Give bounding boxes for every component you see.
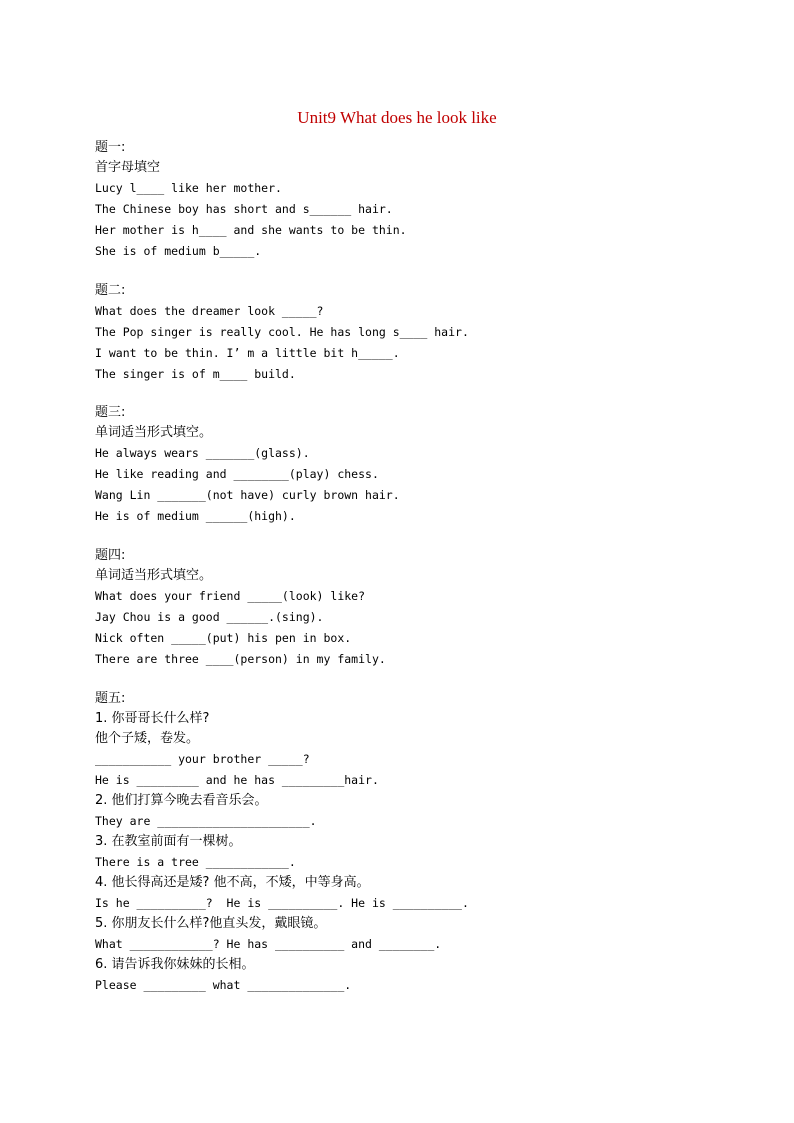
section-instruction: 首字母填空 xyxy=(95,160,161,175)
exercise-line: There are three ____(person) in my family. xyxy=(95,652,386,666)
translation-line: Please _________ what ______________. xyxy=(95,978,352,992)
translation-line: Is he __________? He is __________. He is __________. xyxy=(95,896,469,910)
exercise-line: Wang Lin _______(not have) curly brown hair. xyxy=(95,488,400,502)
exercise-line: The Pop singer is really cool. He has long s____ hair. xyxy=(95,325,469,339)
translation-line: They are ______________________. xyxy=(95,814,317,828)
exercise-line: Her mother is h____ and she wants to be thin. xyxy=(95,223,407,237)
translation-prompt: 1. 你哥哥长什么样? xyxy=(95,711,210,726)
section-3 xyxy=(95,403,735,527)
exercise-line: The Chinese boy has short and s______ hair. xyxy=(95,202,393,216)
section-heading: 题二: xyxy=(95,283,126,298)
exercise-line: The singer is of m____ build. xyxy=(95,367,296,381)
exercise-line: What does the dreamer look _____? xyxy=(95,304,324,318)
section-4 xyxy=(95,546,735,670)
translation-prompt: 2. 他们打算今晚去看音乐会。 xyxy=(95,793,268,808)
exercise-line: Nick often _____(put) his pen in box. xyxy=(95,631,352,645)
translation-prompt: 3. 在教室前面有一棵树。 xyxy=(95,834,242,849)
translation-prompt: 他个子矮，卷发。 xyxy=(95,731,200,746)
exercise-line: He always wears _______(glass). xyxy=(95,446,310,460)
exercise-line: She is of medium b_____. xyxy=(95,244,262,258)
section-instruction: 单词适当形式填空。 xyxy=(95,568,213,583)
section-1 xyxy=(95,138,735,262)
exercise-line: What does your friend _____(look) like? xyxy=(95,589,366,603)
translation-line: ___________ your brother _____? xyxy=(95,752,310,766)
translation-prompt: 5. 你朋友长什么样?他直头发，戴眼镜。 xyxy=(95,916,327,931)
translation-line: There is a tree ____________. xyxy=(95,855,296,869)
exercise-line: He is of medium ______(high). xyxy=(95,509,296,523)
translation-line: What ____________? He has __________ and ________. xyxy=(95,937,442,951)
exercise-line: I want to be thin. I’ m a little bit h_____. xyxy=(95,346,400,360)
page-title: Unit9 What does he look like xyxy=(297,108,497,127)
translation-line: He is _________ and he has _________hair. xyxy=(95,773,379,787)
translation-prompt: 4. 他长得高还是矮? 他不高，不矮，中等身高。 xyxy=(95,875,370,890)
exercise-line: Lucy l____ like her mother. xyxy=(95,181,282,195)
section-heading: 题三: xyxy=(95,405,126,420)
section-5 xyxy=(95,689,735,996)
section-instruction: 单词适当形式填空。 xyxy=(95,425,213,440)
section-heading: 题五: xyxy=(95,691,126,706)
translation-prompt: 6. 请告诉我你妹妹的长相。 xyxy=(95,957,255,972)
exercise-line: Jay Chou is a good ______.(sing). xyxy=(95,610,324,624)
section-2 xyxy=(95,281,735,385)
section-heading: 题四: xyxy=(95,548,126,563)
section-heading: 题一: xyxy=(95,140,126,155)
exercise-line: He like reading and ________(play) chess. xyxy=(95,467,379,481)
